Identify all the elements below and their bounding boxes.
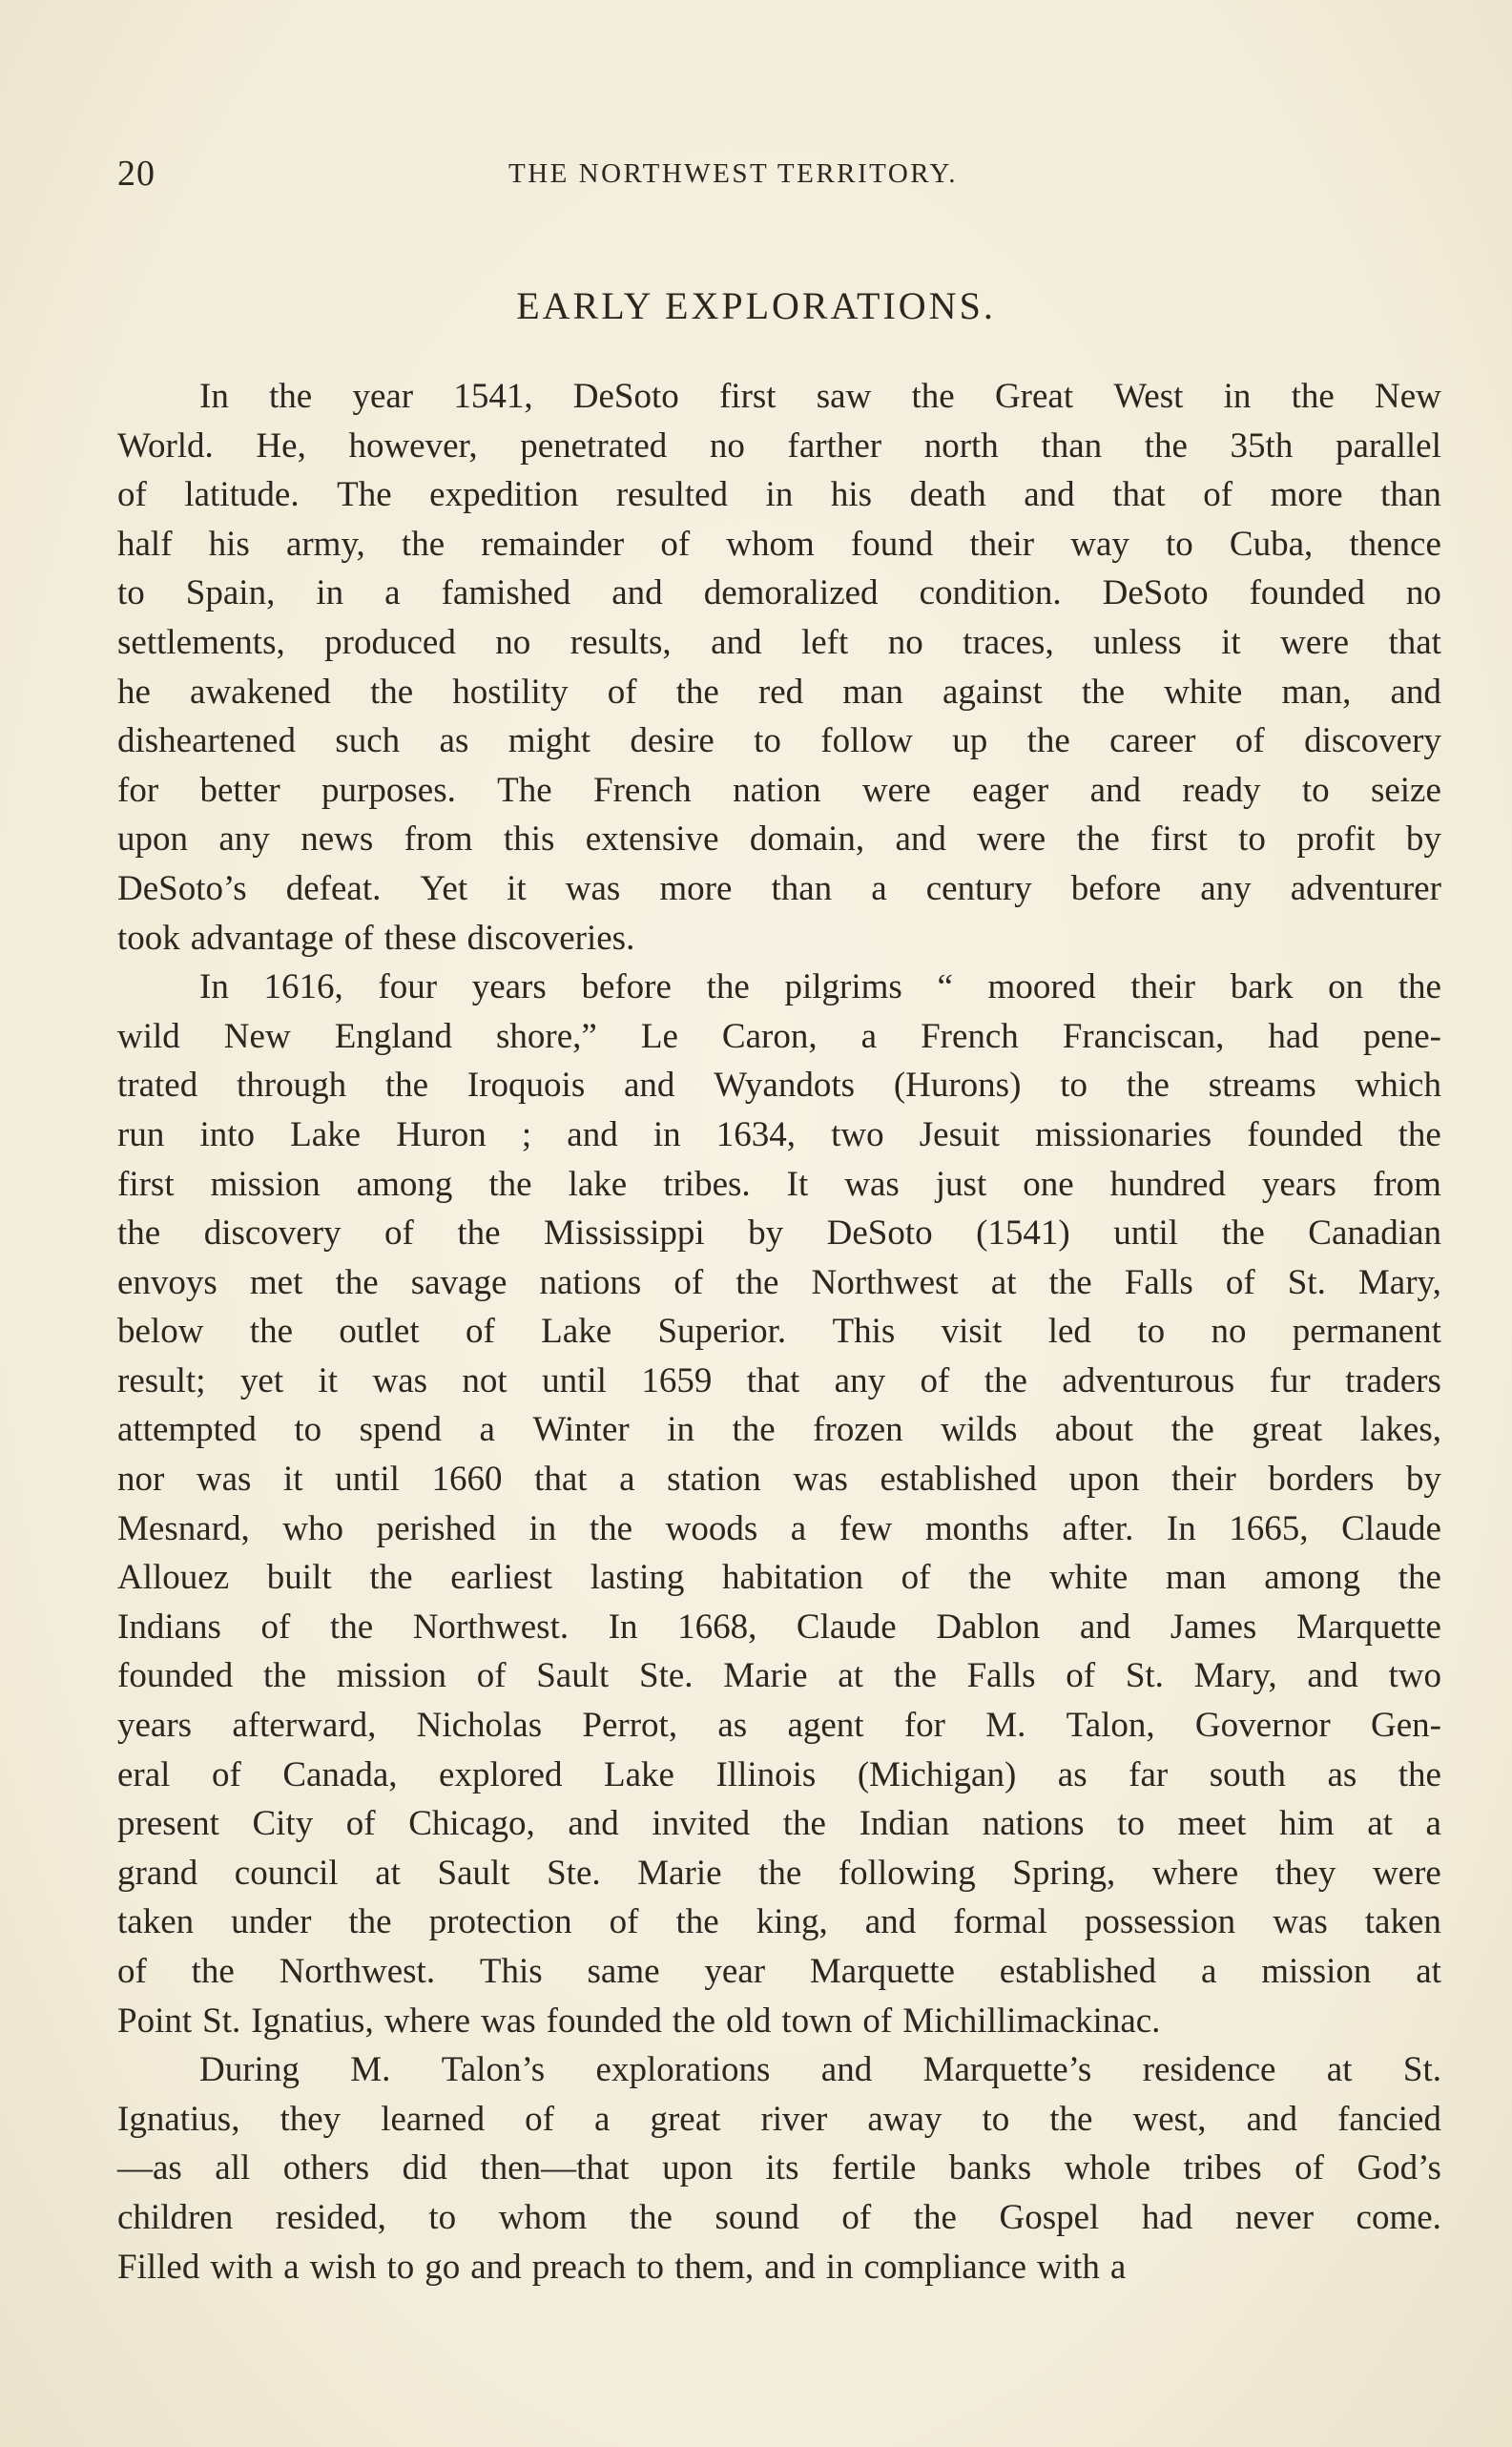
text-line: took advantage of these discoveries.: [117, 918, 635, 958]
text-line: Indians of the Northwest. In 1668, Claude Dablon and James Marquette: [117, 1607, 1441, 1647]
text-line: eral of Canada, explored Lake Illinois (Michigan) as far south as the: [117, 1754, 1441, 1794]
text-line: —as all others did then—that upon its fertile banks whole tribes of God’s: [117, 2148, 1441, 2188]
text-line: for better purposes. The French nation were eager and ready to seize: [117, 770, 1441, 810]
running-title: THE NORTHWEST TERRITORY.: [508, 158, 958, 189]
text-line: the discovery of the Mississippi by DeSoto (1541) until the Canadian: [117, 1213, 1441, 1254]
text-line: Mesnard, who perished in the woods a few months after. In 1665, Claude: [117, 1508, 1441, 1548]
text-line: attempted to spend a Winter in the frozen wilds about the great lakes,: [117, 1410, 1441, 1450]
text-line: wild New England shore,” Le Caron, a French Franciscan, had pene-: [117, 1016, 1441, 1056]
text-line: Allouez built the earliest lasting habitation of the white man among the: [117, 1558, 1441, 1598]
text-line: In the year 1541, DeSoto first saw the Great West in the New: [199, 377, 1441, 416]
paragraph: [117, 372, 1441, 963]
text-line: During M. Talon’s explorations and Marquette’s residence at St.: [199, 2050, 1441, 2090]
text-line: he awakened the hostility of the red man against the white man, and: [117, 672, 1441, 712]
section-heading: EARLY EXPLORATIONS.: [516, 284, 996, 327]
paragraph: [117, 2045, 1441, 2291]
text-line: first mission among the lake tribes. It was just one hundred years from: [117, 1164, 1441, 1204]
running-head: [117, 153, 1443, 200]
text-line: DeSoto’s defeat. Yet it was more than a century before any adventurer: [117, 868, 1441, 908]
text-line: settlements, produced no results, and left no traces, unless it were that: [117, 622, 1441, 662]
text-line: taken under the protection of the king, and formal possession was taken: [117, 1902, 1441, 1942]
text-line: upon any news from this extensive domain, and were the first to profit by: [117, 819, 1441, 860]
text-line: founded the mission of Sault Ste. Marie at the Falls of St. Mary, and two: [117, 1656, 1441, 1696]
text-line: of latitude. The expedition resulted in his death and that of more than: [117, 475, 1441, 515]
text-line: envoys met the savage nations of the Northwest at the Falls of St. Mary,: [117, 1262, 1441, 1302]
text-line: years afterward, Nicholas Perrot, as agent for M. Talon, Governor Gen-: [117, 1706, 1441, 1746]
text-line: Ignatius, they learned of a great river away to the west, and fancied: [117, 2099, 1441, 2139]
text-line: result; yet it was not until 1659 that any of the adventurous fur traders: [117, 1360, 1441, 1400]
body-text: [117, 372, 1441, 2291]
text-line: of the Northwest. This same year Marquette established a mission at: [117, 1952, 1441, 1991]
text-line: disheartened such as might desire to follow up the career of discovery: [117, 721, 1441, 761]
text-line: children resided, to whom the sound of the Gospel had never come.: [117, 2197, 1441, 2237]
text-line: World. He, however, penetrated no farther north than the 35th parallel: [117, 425, 1441, 466]
paragraph: [117, 963, 1441, 2045]
text-line: below the outlet of Lake Superior. This visit led to no permanent: [117, 1312, 1441, 1352]
text-line: In 1616, four years before the pilgrims “ moored their bark on the: [199, 967, 1441, 1007]
text-line: Filled with a wish to go and preach to them, and in compliance with a: [117, 2247, 1127, 2287]
text-line: present City of Chicago, and invited the Indian nations to meet him at a: [117, 1804, 1441, 1844]
text-line: Point St. Ignatius, where was founded the old town of Michillimackinac.: [117, 2001, 1161, 2041]
text-line: nor was it until 1660 that a station was established upon their borders by: [117, 1460, 1441, 1500]
text-line: run into Lake Huron ; and in 1634, two Jesuit missionaries founded the: [117, 1114, 1441, 1154]
text-line: grand council at Sault Ste. Marie the following Spring, where they were: [117, 1853, 1441, 1893]
page-number: 20: [117, 154, 155, 194]
text-line: to Spain, in a famished and demoralized condition. DeSoto founded no: [117, 573, 1441, 613]
text-line: trated through the Iroquois and Wyandots (Hurons) to the streams which: [117, 1066, 1441, 1106]
text-line: half his army, the remainder of whom found their way to Cuba, thence: [117, 524, 1441, 564]
